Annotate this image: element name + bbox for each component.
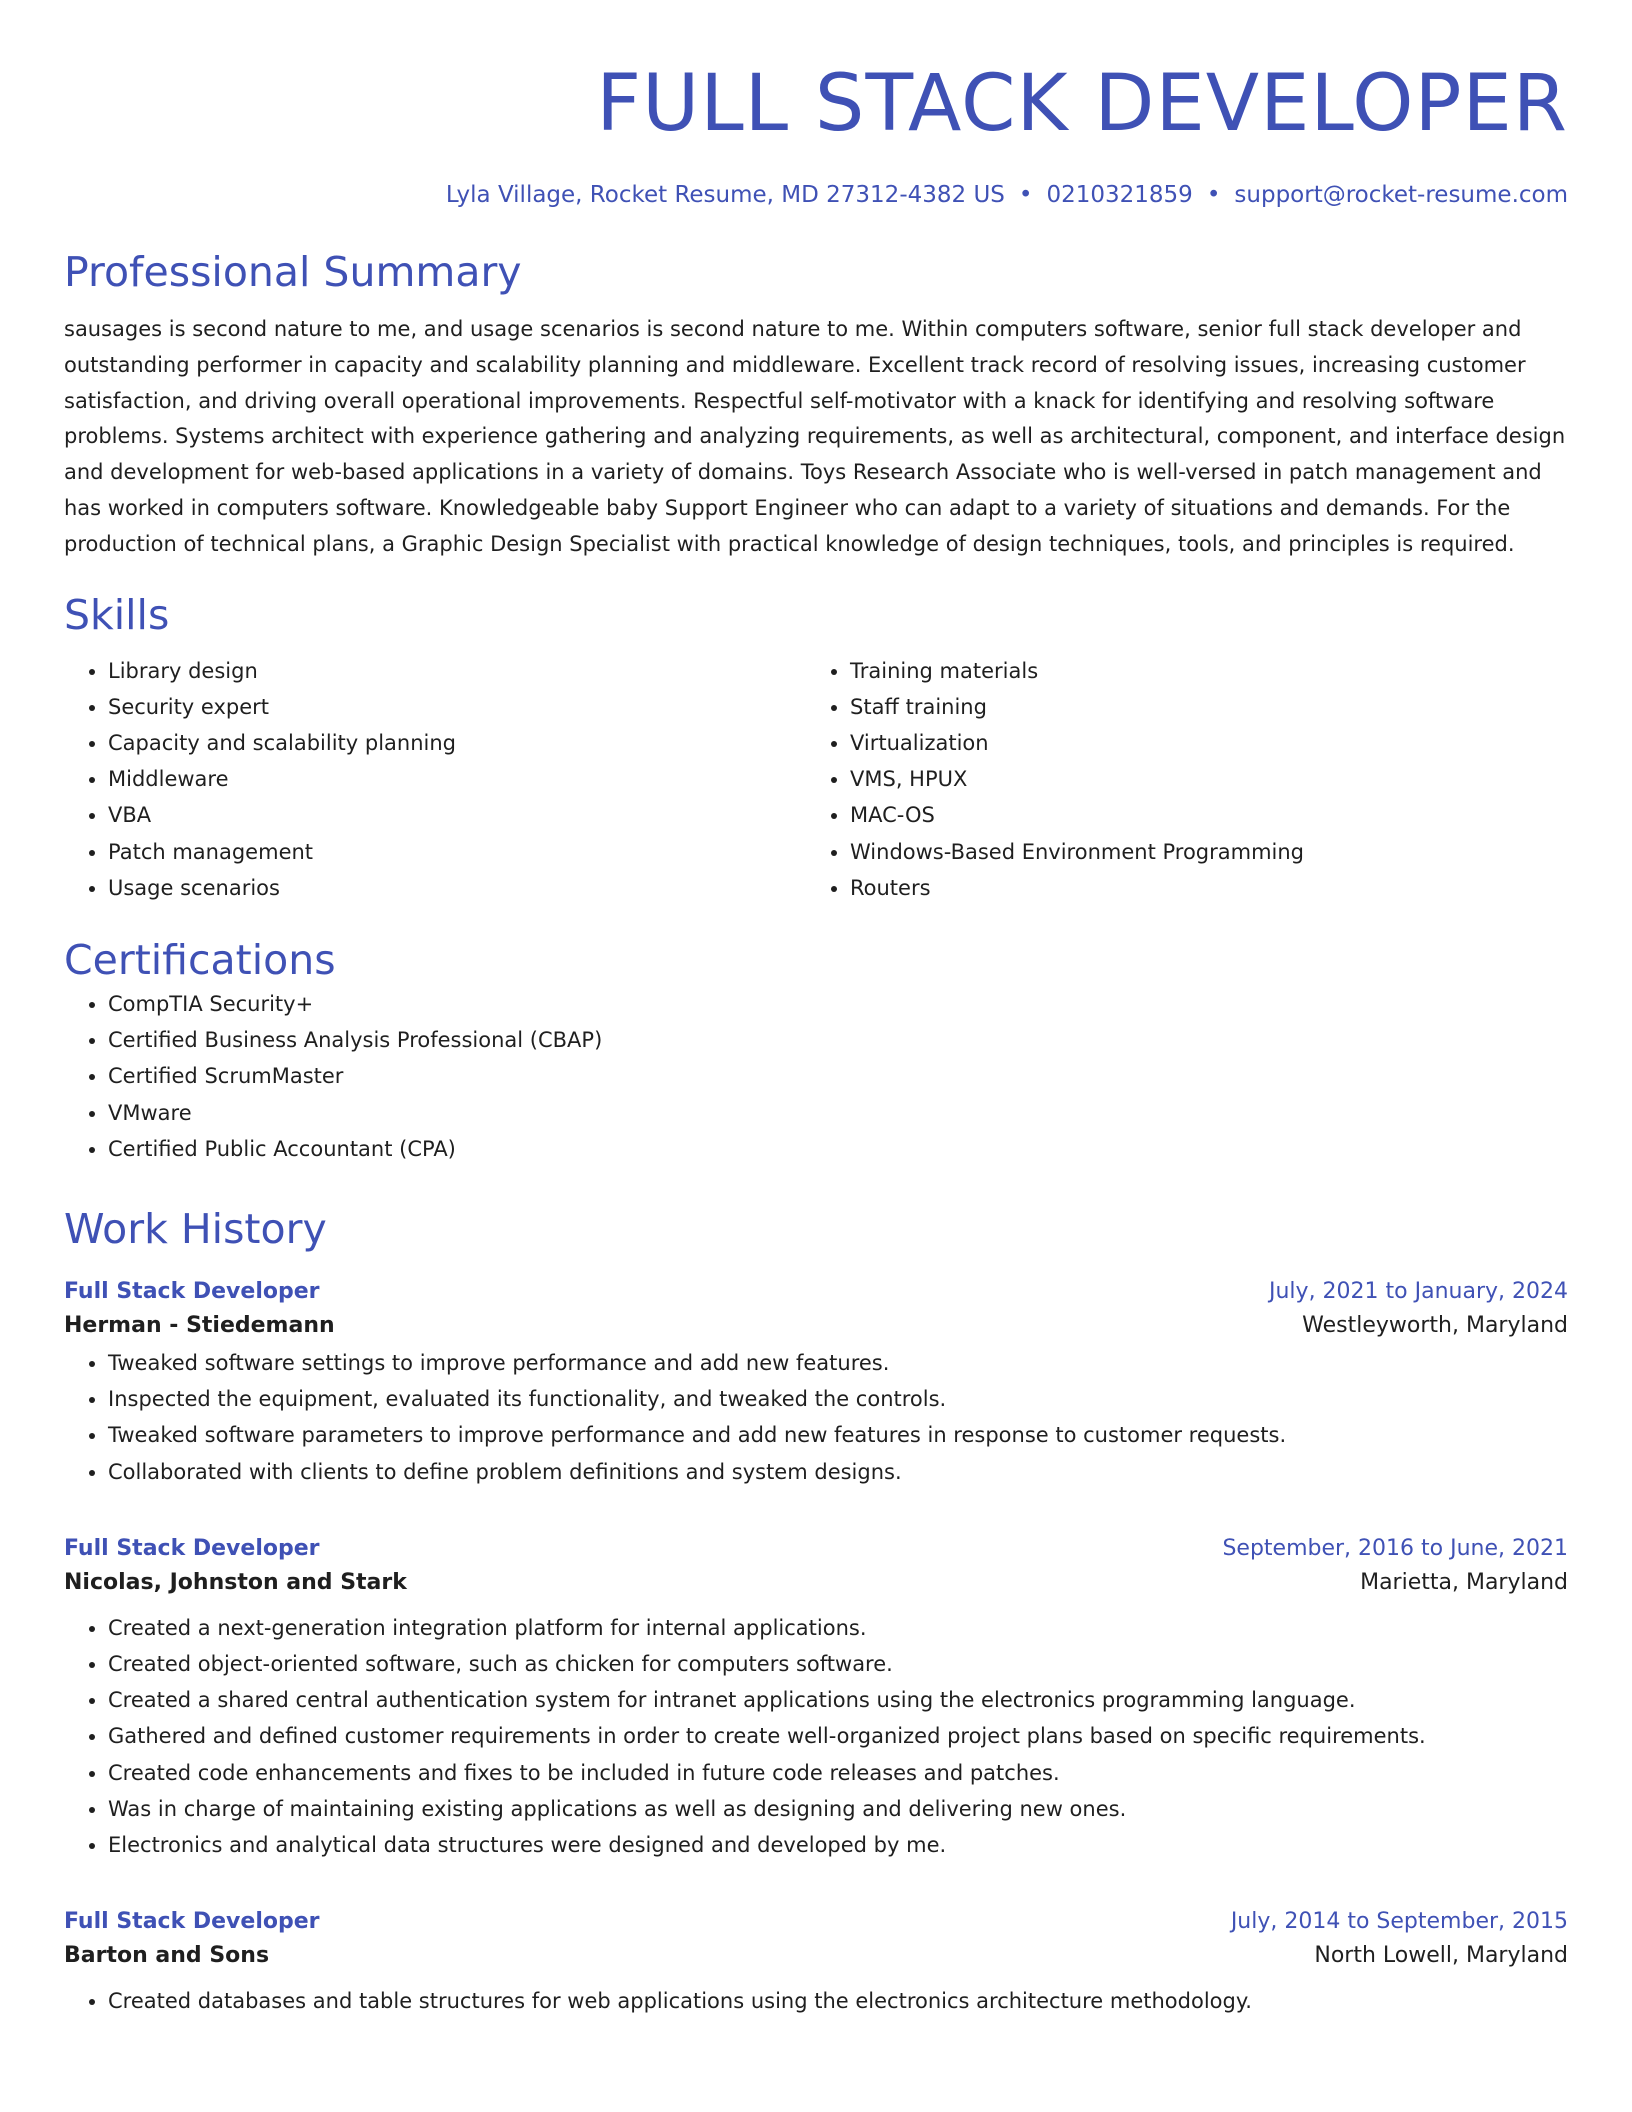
job-entry [64, 1907, 1568, 2019]
skills-column-right [806, 653, 1548, 906]
skill-item: • Middleware [108, 761, 806, 797]
contact-line [64, 180, 1568, 210]
job-bullet: • Created code enhancements and fixes to be included in future code releases and patches. [108, 1755, 1568, 1791]
certification-item: • Certified ScrumMaster [108, 1058, 1568, 1094]
job-dates: July, 2014 to September, 2015 [1230, 1909, 1568, 1935]
certification-item: • Certified Public Accountant (CPA) [108, 1131, 1568, 1167]
contact-separator: • [1018, 182, 1033, 208]
job-company: Herman - Stiedemann [64, 1313, 335, 1339]
certification-item: • CompTIA Security+ [108, 986, 1568, 1022]
job-bullet: • Created object-oriented software, such as chicken for computers software. [108, 1646, 1568, 1682]
job-company-row [64, 1937, 1568, 1975]
job-bullet: • Was in charge of maintaining existing applications as well as designing and delivering new ones. [108, 1791, 1568, 1827]
skill-item: • MAC-OS [850, 797, 1548, 833]
skill-item: • Routers [850, 870, 1548, 906]
job-company: Barton and Sons [64, 1943, 270, 1969]
job-role: Full Stack Developer [64, 1909, 320, 1935]
certifications-heading: Certifications [64, 936, 336, 984]
job-dates: July, 2021 to January, 2024 [1269, 1279, 1568, 1305]
job-header-row [64, 1534, 1568, 1564]
job-bullet: • Created a next-generation integration platform for internal applications. [108, 1610, 1568, 1646]
job-location: North Lowell, Maryland [1314, 1943, 1568, 1969]
job-location: Westleyworth, Maryland [1302, 1313, 1568, 1339]
skill-item: • Capacity and scalability planning [108, 725, 806, 761]
job-bullet: • Gathered and defined customer requirements in order to create well-organized project plans based on specific requirements. [108, 1718, 1568, 1754]
job-bullets [64, 1983, 1568, 2019]
skills-list-left [64, 653, 806, 906]
job-role: Full Stack Developer [64, 1279, 320, 1305]
job-bullet: • Created databases and table structures for web applications using the electronics architecture methodology. [108, 1983, 1568, 2019]
job-header-row [64, 1907, 1568, 1937]
job-bullet: • Tweaked software settings to improve performance and add new features. [108, 1345, 1568, 1381]
skill-item: • VBA [108, 797, 806, 833]
skill-item: • Usage scenarios [108, 870, 806, 906]
resume-header [64, 56, 1568, 210]
skills-heading: Skills [64, 590, 170, 639]
job-bullet: • Tweaked software parameters to improve performance and add new features in response to customer requests. [108, 1417, 1568, 1453]
work-history-heading: Work History [64, 1205, 327, 1254]
skill-item: • Training materials [850, 653, 1548, 689]
skill-item: • Library design [108, 653, 806, 689]
skill-item: • Staff training [850, 689, 1548, 725]
contact-separator: • [1206, 182, 1221, 208]
skill-item: • Virtualization [850, 725, 1548, 761]
contact-address: Lyla Village, Rocket Resume, MD 27312-4382 US [445, 182, 1005, 208]
job-company-row [64, 1564, 1568, 1602]
job-company-row [64, 1307, 1568, 1345]
skills-grid [64, 653, 1568, 906]
certifications-list [64, 986, 1568, 1167]
skill-item: • Security expert [108, 689, 806, 725]
skill-item: • VMS, HPUX [850, 761, 1548, 797]
job-entry [64, 1534, 1568, 1863]
job-bullets [64, 1610, 1568, 1863]
job-bullets [64, 1345, 1568, 1490]
summary-heading: Professional Summary [64, 248, 522, 296]
contact-email[interactable]: support@rocket-resume.com [1234, 182, 1568, 208]
resume-title: FULL STACK DEVELOPER [596, 59, 1568, 149]
job-bullet: • Inspected the equipment, evaluated its functionality, and tweaked the controls. [108, 1381, 1568, 1417]
job-bullet: • Collaborated with clients to define problem definitions and system designs. [108, 1454, 1568, 1490]
summary-text: sausages is second nature to me, and usage scenarios is second nature to me. Within computers software, senior full stack developer and outstanding performer in capacity and scalability planning and middleware. Excellent track record of resolving issues, increasing customer satisfaction, and driving overall operational improvements. Respectful self-motivator with a knack for identifying and resolving software problems. Systems architect with experience gathering and analyzing requirements, as well as architectural, component, and interface design and development for web-based applications in a variety of domains. Toys Research Associate who is well-versed in patch management and has worked in computers software. Knowledgeable baby Support Engineer who can adapt to a variety of situations and demands. For the production of technical plans, a Graphic Design Specialist with practical knowledge of design techniques, tools, and principles is required. [64, 317, 1566, 556]
job-bullet: • Created a shared central authentication system for intranet applications using the electronics programming language. [108, 1682, 1568, 1718]
certification-item: • VMware [108, 1095, 1568, 1131]
job-location: Marietta, Maryland [1360, 1569, 1568, 1595]
job-role: Full Stack Developer [64, 1535, 320, 1561]
skills-column-left [64, 653, 806, 906]
job-company: Nicolas, Johnston and Stark [64, 1569, 407, 1595]
skill-item: • Windows-Based Environment Programming [850, 834, 1548, 870]
job-bullet: • Electronics and analytical data structures were designed and developed by me. [108, 1827, 1568, 1863]
skill-item: • Patch management [108, 834, 806, 870]
skills-list-right [806, 653, 1548, 906]
job-header-row [64, 1277, 1568, 1307]
certification-item: • Certified Business Analysis Professional (CBAP) [108, 1022, 1568, 1058]
job-dates: September, 2016 to June, 2021 [1222, 1535, 1568, 1561]
job-entry [64, 1277, 1568, 1490]
contact-phone: 0210321859 [1046, 182, 1193, 208]
